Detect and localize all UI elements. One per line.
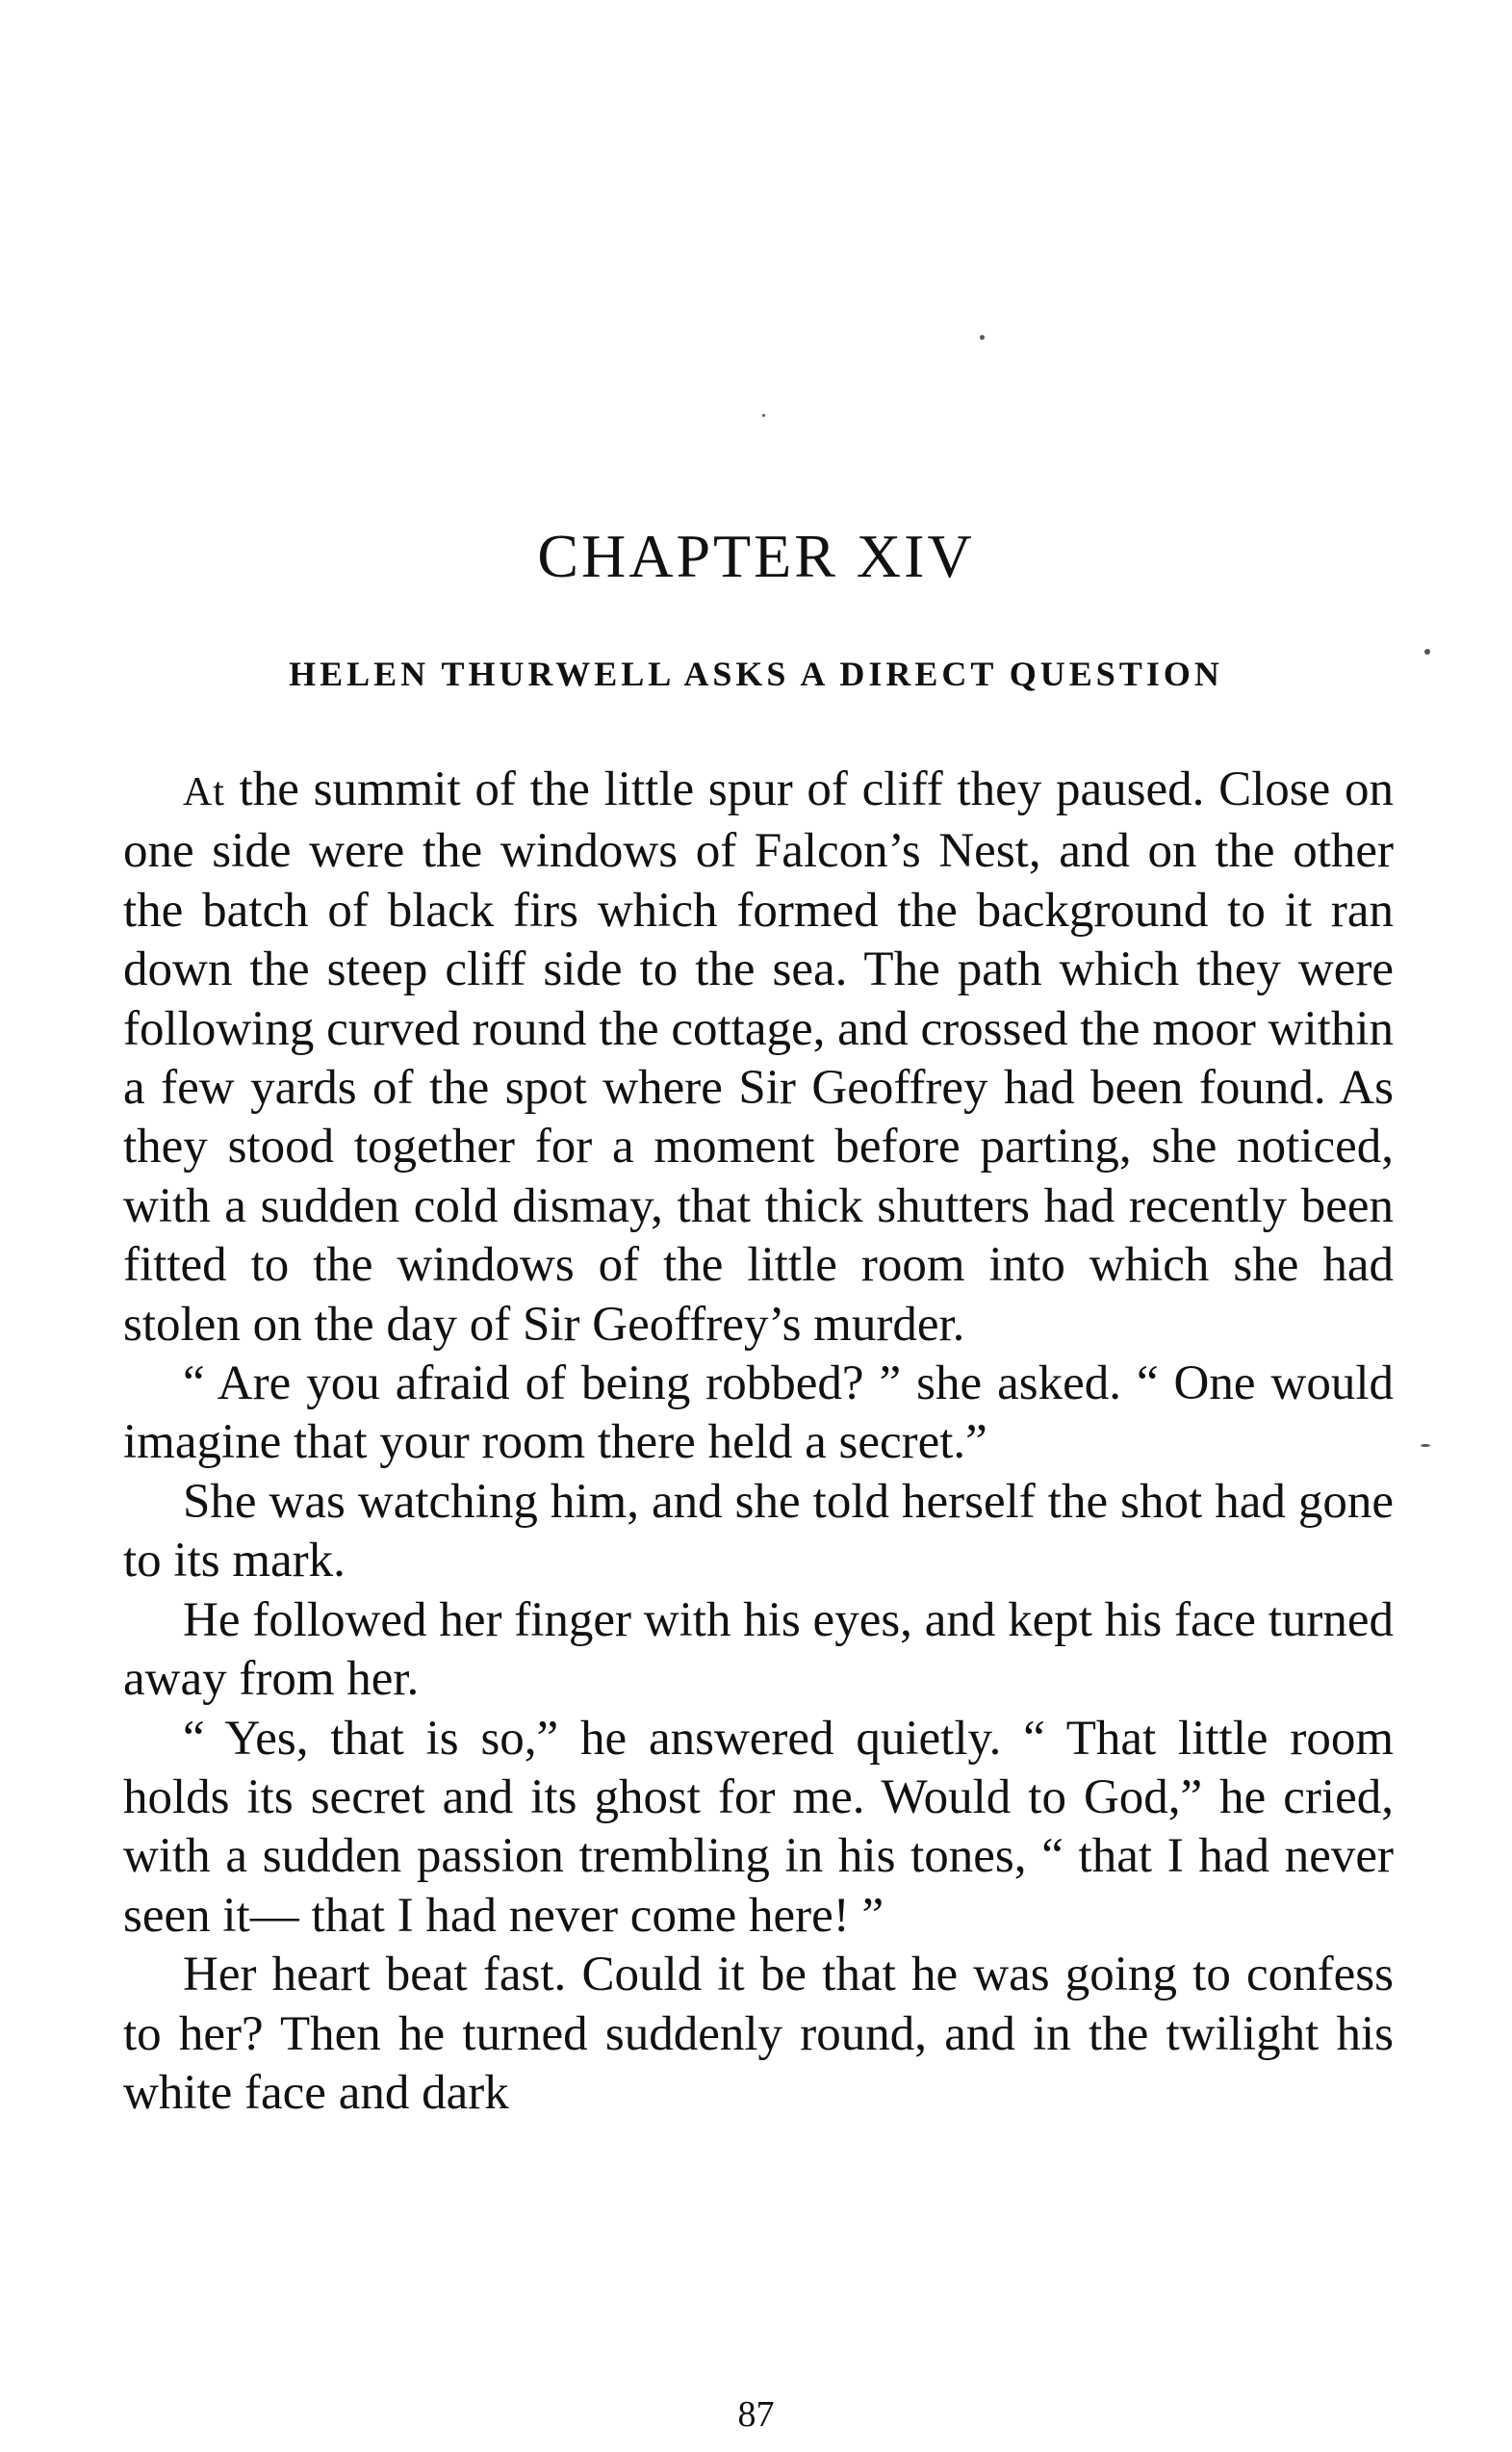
paragraph: “ Are you afraid of being robbed? ” she asked. “ One would imagine that your room there held a secret.” bbox=[123, 1356, 1394, 1470]
paragraph: He followed her finger with his eyes, and kept his face turned away from her. bbox=[123, 1592, 1394, 1707]
chapter-title: HELEN THURWELL ASKS A DIRECT QUESTION bbox=[289, 655, 1223, 693]
body-text bbox=[123, 761, 1394, 2123]
paragraph-text: the summit of the little spur of cliff they paused. Close on one side were the windows of Falcon’s Nest, and on the other the batch of black firs which formed the background to it ran down the steep cliff side to the sea. The path which they were following curved round the cottage, and crossed the moor within a few yards of the spot where Sir Geoffrey had been found. As they stood together for a moment before parting, she noticed, with a sudden cold dismay, that thick shutters had recently been fitted to the windows of the little room into which she had stolen on the day of Sir Geoffrey’s murder. bbox=[123, 762, 1394, 1352]
print-speck bbox=[1421, 1444, 1430, 1447]
paragraph: Her heart beat fast. Could it be that he was going to confess to her? Then he turned suddenly round, and in the twilight his white face and dark bbox=[123, 1948, 1394, 2120]
print-speck bbox=[762, 414, 765, 417]
paragraph bbox=[123, 761, 1394, 1355]
chapter-heading: CHAPTER XIV bbox=[537, 522, 975, 590]
small-caps-opening: At bbox=[183, 770, 225, 814]
print-speck bbox=[980, 335, 985, 340]
print-speck bbox=[1424, 649, 1430, 655]
paragraph: “ Yes, that is so,” he answered quietly. “ That little room holds its secret and its ghost for me. Would to God,” he cried, with a sudden passion trembling in his tones, “ that I had never seen it— that I had never come here! ” bbox=[123, 1711, 1394, 1943]
page-number: 87 bbox=[737, 2394, 775, 2435]
paragraph: She was watching him, and she told herself the shot had gone to its mark. bbox=[123, 1474, 1394, 1588]
